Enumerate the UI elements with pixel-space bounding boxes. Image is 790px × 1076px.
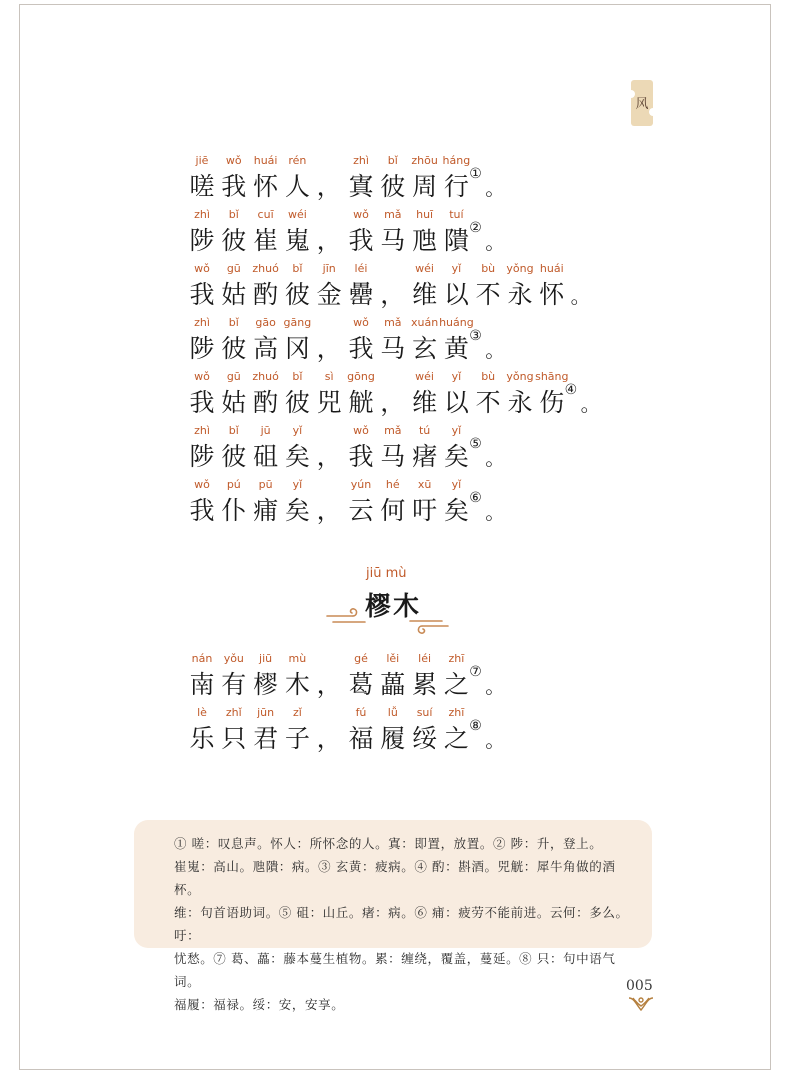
pinyin: yǐ <box>292 478 303 491</box>
pinyin: wǒ <box>353 424 369 437</box>
hanzi: 绥 <box>412 724 438 753</box>
pinyin: zhì <box>353 154 369 167</box>
hanzi: 矣 <box>443 496 469 525</box>
pinyin: xuán <box>410 316 439 329</box>
footnote-marker: ① <box>469 166 482 182</box>
hanzi: ， <box>316 172 342 201</box>
pinyin: léi <box>354 262 368 275</box>
pinyin: wǒ <box>353 316 369 329</box>
full-stop: 。 <box>485 500 506 524</box>
pinyin: jiē <box>195 154 209 167</box>
hanzi: 马 <box>380 226 406 255</box>
hanzi: 高 <box>253 334 279 363</box>
pinyin: yǒu <box>223 652 244 665</box>
annotation-line: 忧愁。⑦ 葛、藟：藤本蔓生植物。累：缠绕，覆盖，蔓延。⑧ 只：句中语气词。 <box>174 951 616 989</box>
pinyin: pú <box>226 478 241 491</box>
poem-title-pinyin: jiū mù <box>366 566 407 581</box>
pinyin: suí <box>416 706 433 719</box>
pinyin: pū <box>258 478 273 491</box>
pinyin: rén <box>288 154 307 167</box>
footnote-marker: ⑦ <box>469 664 482 680</box>
pinyin: bǐ <box>292 370 303 383</box>
pinyin: bù <box>481 262 496 275</box>
pinyin: bǐ <box>228 316 239 329</box>
hanzi: 我 <box>348 226 374 255</box>
pinyin: jū <box>260 424 271 437</box>
pinyin: jīn <box>322 262 336 275</box>
pinyin: lěi <box>386 652 400 665</box>
hanzi: 子 <box>284 724 310 753</box>
hanzi: 彼 <box>284 388 310 417</box>
hanzi: 南 <box>189 670 215 699</box>
pinyin: gōng <box>347 370 375 383</box>
hanzi: 我 <box>221 172 247 201</box>
full-stop: 。 <box>485 230 506 254</box>
pinyin: wǒ <box>194 262 210 275</box>
hanzi: ， <box>316 442 342 471</box>
hanzi: 觥 <box>348 388 374 417</box>
pinyin: jiū <box>259 652 273 665</box>
pinyin: zhī <box>448 706 465 719</box>
footnote-marker: ⑤ <box>469 436 482 452</box>
hanzi: 葛 <box>348 670 374 699</box>
hanzi: 我 <box>189 280 215 309</box>
full-stop: 。 <box>570 284 591 308</box>
hanzi: 瘏 <box>412 442 438 471</box>
hanzi: 兕 <box>316 388 342 417</box>
pinyin: zhǐ <box>225 706 242 719</box>
hanzi: ， <box>316 334 342 363</box>
hanzi: 矣 <box>284 496 310 525</box>
pinyin: huái <box>539 262 564 275</box>
pinyin: bǐ <box>228 208 239 221</box>
hanzi: 不 <box>475 280 501 309</box>
pinyin: bǐ <box>228 424 239 437</box>
hanzi: 彼 <box>380 172 406 201</box>
hanzi: ， <box>380 280 406 309</box>
annotation-line: 维：句首语助词。⑤ 砠：山丘。瘏：病。⑥ 痡：疲劳不能前进。云何：多么。吁： <box>174 905 629 943</box>
pinyin: huī <box>416 208 434 221</box>
hanzi: 之 <box>443 724 469 753</box>
annotation-line: 崔嵬：高山。虺隤：病。③ 玄黄：疲病。④ 酌：斟酒。兕觥：犀牛角做的酒杯。 <box>174 859 616 897</box>
hanzi: 玄 <box>412 334 438 363</box>
hanzi: 之 <box>443 670 469 699</box>
hanzi: 福 <box>348 724 374 753</box>
pinyin: gū <box>226 262 241 275</box>
pinyin: hé <box>385 478 400 491</box>
hanzi: ， <box>380 388 406 417</box>
pinyin: bǐ <box>292 262 303 275</box>
hanzi: 马 <box>380 442 406 471</box>
hanzi: 嗟 <box>189 172 215 201</box>
pinyin: tú <box>418 424 431 437</box>
hanzi: 我 <box>348 442 374 471</box>
title-ornament-icon <box>325 604 450 634</box>
pinyin: xū <box>417 478 432 491</box>
hanzi: 酌 <box>253 280 279 309</box>
pinyin: yǐ <box>451 424 462 437</box>
full-stop: 。 <box>485 176 506 200</box>
pinyin: zhuó <box>252 262 279 275</box>
char-cell <box>537 262 567 310</box>
pinyin: zǐ <box>292 706 302 719</box>
pinyin: wǒ <box>353 208 369 221</box>
hanzi: 吁 <box>412 496 438 525</box>
hanzi: 彼 <box>221 442 247 471</box>
section-tab-label: 风 <box>635 97 649 112</box>
pinyin: gū <box>226 370 241 383</box>
pinyin: cuī <box>257 208 274 221</box>
pinyin: zhī <box>448 652 465 665</box>
hanzi: 行 <box>443 172 469 201</box>
pinyin: lǚ <box>387 706 398 719</box>
pinyin: bù <box>481 370 496 383</box>
hanzi: 以 <box>443 388 469 417</box>
annotation-line: 福履：福禄。绥：安，安享。 <box>174 997 345 1012</box>
hanzi: ， <box>316 496 342 525</box>
pinyin: fú <box>355 706 367 719</box>
pinyin: háng <box>442 154 471 167</box>
hanzi: 周 <box>412 172 438 201</box>
hanzi: 罍 <box>348 280 374 309</box>
full-stop: 。 <box>485 338 506 362</box>
pinyin: zhì <box>194 424 210 437</box>
full-stop: 。 <box>485 674 506 698</box>
hanzi: 我 <box>189 388 215 417</box>
hanzi: 寘 <box>348 172 374 201</box>
pinyin: gāng <box>283 316 312 329</box>
hanzi: 矣 <box>443 442 469 471</box>
pinyin: mù <box>288 652 307 665</box>
hanzi: 彼 <box>221 226 247 255</box>
hanzi: 酌 <box>253 388 279 417</box>
pinyin: huáng <box>439 316 474 329</box>
hanzi: 永 <box>507 280 533 309</box>
char-cell <box>441 478 471 526</box>
poem-title <box>0 566 790 636</box>
pinyin: wéi <box>287 208 307 221</box>
hanzi: 隤 <box>443 226 469 255</box>
char-cell <box>441 652 471 700</box>
hanzi: 我 <box>348 334 374 363</box>
hanzi: 累 <box>412 670 438 699</box>
pinyin: yǐ <box>451 370 462 383</box>
pinyin: zhì <box>194 208 210 221</box>
hanzi: ， <box>316 724 342 753</box>
pinyin: wéi <box>415 262 434 275</box>
pinyin: wǒ <box>225 154 242 167</box>
pinyin: yǐ <box>451 478 462 491</box>
hanzi: 砠 <box>253 442 279 471</box>
pinyin: bǐ <box>387 154 398 167</box>
pinyin: mǎ <box>384 424 402 437</box>
hanzi: 何 <box>380 496 406 525</box>
pinyin: wǒ <box>194 478 210 491</box>
hanzi: 彼 <box>284 280 310 309</box>
pinyin: wéi <box>415 370 434 383</box>
pinyin: léi <box>418 652 432 665</box>
hanzi: 虺 <box>412 226 438 255</box>
footnote-marker: ④ <box>564 382 578 398</box>
pinyin: huái <box>253 154 278 167</box>
pinyin: lè <box>197 706 207 719</box>
hanzi: ， <box>316 670 342 699</box>
pinyin: nán <box>191 652 213 665</box>
hanzi: 矣 <box>284 442 310 471</box>
hanzi: 黄 <box>443 334 469 363</box>
hanzi: 有 <box>221 670 247 699</box>
hanzi: 樛 <box>253 670 279 699</box>
hanzi: 以 <box>443 280 469 309</box>
pinyin: wǒ <box>194 370 210 383</box>
hanzi: 嵬 <box>284 226 310 255</box>
hanzi: 陟 <box>189 442 215 471</box>
hanzi: 履 <box>380 724 406 753</box>
hanzi: 藟 <box>380 670 406 699</box>
hanzi: 维 <box>412 280 438 309</box>
hanzi: 乐 <box>189 724 215 753</box>
hanzi: 怀 <box>253 172 279 201</box>
pinyin: zhì <box>194 316 210 329</box>
char-cell <box>439 316 474 364</box>
hanzi: 崔 <box>253 226 279 255</box>
char-cell <box>537 370 567 418</box>
char-cell <box>441 154 471 202</box>
char-cell <box>441 208 471 256</box>
pinyin: yǒng <box>506 370 534 383</box>
hanzi: 云 <box>348 496 374 525</box>
pinyin: zhōu <box>411 154 438 167</box>
char-cell <box>441 706 471 754</box>
full-stop: 。 <box>485 728 506 752</box>
footnote-marker: ⑧ <box>469 718 482 734</box>
footnote-marker: ② <box>469 220 482 236</box>
pinyin: gé <box>354 652 368 665</box>
hanzi: 永 <box>507 388 533 417</box>
hanzi: 维 <box>412 388 438 417</box>
pinyin: gāo <box>255 316 276 329</box>
hanzi: 陟 <box>189 226 215 255</box>
hanzi: 金 <box>316 280 342 309</box>
pinyin: tuí <box>449 208 464 221</box>
hanzi: 怀 <box>539 280 565 309</box>
pinyin: yún <box>350 478 372 491</box>
pinyin: yǐ <box>451 262 462 275</box>
hanzi: 冈 <box>284 334 310 363</box>
poem-title-text: 樛木 <box>365 592 422 622</box>
hanzi: 姑 <box>221 280 247 309</box>
pinyin: yǒng <box>506 262 534 275</box>
hanzi: 君 <box>253 724 279 753</box>
pinyin: mǎ <box>384 208 402 221</box>
hanzi: 人 <box>284 172 310 201</box>
hanzi: 不 <box>475 388 501 417</box>
pinyin: zhuó <box>252 370 279 383</box>
hanzi: 伤 <box>539 388 565 417</box>
hanzi: 我 <box>189 496 215 525</box>
hanzi: 马 <box>380 334 406 363</box>
page-ornament-icon <box>626 994 656 1014</box>
full-stop: 。 <box>485 446 506 470</box>
hanzi: 姑 <box>221 388 247 417</box>
hanzi: 陟 <box>189 334 215 363</box>
annotation-line: ① 嗟：叹息声。怀人：所怀念的人。寘：即置，放置。② 陟：升，登上。 <box>174 836 603 851</box>
hanzi: 木 <box>284 670 310 699</box>
hanzi: 仆 <box>221 496 247 525</box>
footnote-marker: ③ <box>469 328 482 344</box>
pinyin: jūn <box>257 706 275 719</box>
hanzi: 只 <box>221 724 247 753</box>
pinyin: sì <box>324 370 334 383</box>
page-number: 005 <box>626 978 653 994</box>
full-stop: 。 <box>580 392 601 416</box>
pinyin: yǐ <box>292 424 303 437</box>
hanzi: ， <box>316 226 342 255</box>
hanzi: 彼 <box>221 334 247 363</box>
pinyin: mǎ <box>384 316 402 329</box>
footnote-marker: ⑥ <box>469 490 482 506</box>
hanzi: 痡 <box>253 496 279 525</box>
section-tab <box>631 80 653 126</box>
char-cell <box>441 424 471 472</box>
pinyin: shāng <box>535 370 569 383</box>
